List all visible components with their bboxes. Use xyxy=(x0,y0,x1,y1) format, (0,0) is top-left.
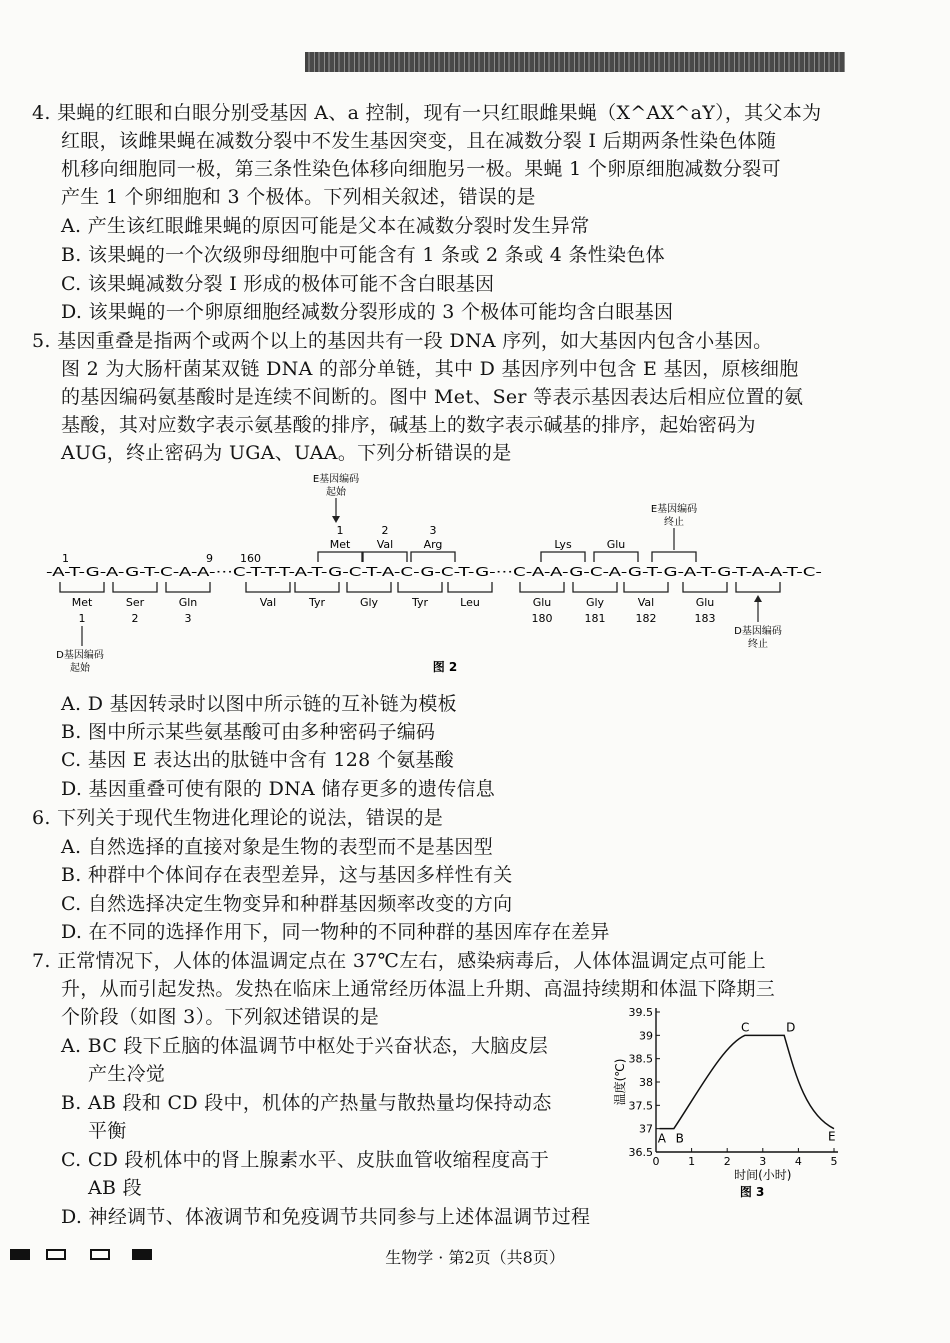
text-line: A. D 基因转录时以图中所示链的互补链为模板 xyxy=(61,693,457,715)
amino-acid-number-top: 2 xyxy=(381,524,389,537)
codon-bracket-bottom xyxy=(60,582,104,592)
y-tick-label: 38.5 xyxy=(628,1052,653,1066)
base-number: 1 xyxy=(62,552,69,565)
y-tick-label: 39.5 xyxy=(628,1006,653,1019)
text-line: AUG，终止密码为 UGA、UAA。下列分析错误的是 xyxy=(61,442,512,464)
text-line: B. AB 段和 CD 段中，机体的产热量与散热量均保持动态 xyxy=(61,1092,552,1114)
amino-acid-bottom: Gln xyxy=(178,596,198,609)
amino-acid-number-top: 1 xyxy=(336,524,344,537)
figure-caption: 图 3 xyxy=(739,1185,765,1199)
amino-acid-top: Arg xyxy=(423,538,443,551)
y-tick-label: 37.5 xyxy=(628,1099,653,1113)
codon-bracket-bottom xyxy=(295,582,339,592)
text-line: 个阶段（如图 3）。下列叙述错误的是 xyxy=(61,1006,380,1028)
text-line: B. 图中所示某些氨基酸可由多种密码子编码 xyxy=(61,721,436,743)
codon-bracket-bottom xyxy=(398,582,442,592)
text-line: 4. 果蝇的红眼和白眼分别受基因 A、a 控制，现有一只红眼雌果蝇（X^AX^aY），其父本为 xyxy=(32,102,822,124)
x-tick-label: 5 xyxy=(830,1155,838,1168)
codon-bracket-bottom xyxy=(448,582,492,592)
codon-bracket-top xyxy=(594,552,638,562)
codon-bracket-top xyxy=(541,552,585,562)
amino-acid-bottom: Ser xyxy=(125,596,145,609)
y-tick-label: 36.5 xyxy=(628,1146,653,1159)
text-line: 图 2 为大肠杆菌某双链 DNA 的部分单链，其中 D 基因序列中包含 E 基因，原核细胞 xyxy=(61,358,799,380)
header-barcode-strip xyxy=(305,52,845,72)
base-number: 160 xyxy=(240,552,261,565)
d-gene-start-label: D基因编码 xyxy=(56,650,104,661)
e-gene-start-label: E基因编码 xyxy=(312,474,360,485)
codon-bracket-bottom xyxy=(246,582,290,592)
amino-acid-number-top: 3 xyxy=(429,524,437,537)
text-line: 升，从而引起发热。发热在临床上通常经历体温上升期、高温持续期和体温下降期三 xyxy=(61,978,776,1000)
text-line: 产生冷觉 xyxy=(88,1063,166,1085)
amino-acid-bottom: Val xyxy=(259,596,277,609)
amino-acid-top: Lys xyxy=(554,538,572,551)
text-line: 基酸，其对应数字表示氨基酸的排序，碱基上的数字表示碱基的排序，起始密码为 xyxy=(61,414,756,436)
text-line: D. 该果蝇的一个卵原细胞经减数分裂形成的 3 个极体可能均含白眼基因 xyxy=(61,301,674,323)
x-tick-label: 2 xyxy=(723,1155,731,1168)
text-line: A. 产生该红眼雌果蝇的原因可能是父本在减数分裂时发生异常 xyxy=(61,215,590,237)
text-line: 机移向细胞同一极，第三条性染色体移向细胞另一极。果蝇 1 个卵原细胞减数分裂可 xyxy=(61,158,781,180)
text-line: 平衡 xyxy=(88,1120,127,1142)
x-tick-label: 4 xyxy=(794,1155,802,1168)
text-line: D. 基因重叠可使有限的 DNA 储存更多的遗传信息 xyxy=(61,778,496,800)
temperature-curve xyxy=(660,1035,834,1128)
amino-acid-number-bottom: 181 xyxy=(584,612,606,625)
codon-bracket-bottom xyxy=(166,582,210,592)
e-gene-start-label: 起始 xyxy=(326,487,346,498)
amino-acid-number-bottom: 1 xyxy=(78,612,86,625)
text-line: C. 基因 E 表达出的肽链中含有 128 个氨基酸 xyxy=(61,749,455,771)
amino-acid-number-bottom: 3 xyxy=(184,612,192,625)
text-line: C. CD 段机体中的肾上腺素水平、皮肤血管收缩程度高于 xyxy=(61,1149,550,1171)
amino-acid-number-bottom: 180 xyxy=(531,612,553,625)
amino-acid-number-bottom: 182 xyxy=(635,612,657,625)
x-tick-label: 1 xyxy=(688,1155,696,1168)
text-line: C. 该果蝇减数分裂 I 形成的极体可能不含白眼基因 xyxy=(61,273,495,295)
d-gene-start-label: 起始 xyxy=(70,663,90,674)
curve-point-label: B xyxy=(675,1131,684,1146)
amino-acid-bottom: Glu xyxy=(695,596,715,609)
page-footer: 生物学 · 第2页（共8页） xyxy=(385,1248,565,1267)
text-line: 5. 基因重叠是指两个或两个以上的基因共有一段 DNA 序列，如大基因内包含小基因。 xyxy=(32,330,773,352)
text-line: B. 该果蝇的一个次级卵母细胞中可能含有 1 条或 2 条或 4 条性染色体 xyxy=(61,244,665,266)
figure-caption: 图 2 xyxy=(432,660,458,674)
x-tick-label: 0 xyxy=(652,1155,660,1168)
d-gene-end-label: D基因编码 xyxy=(734,626,782,637)
x-tick-label: 3 xyxy=(759,1155,767,1168)
amino-acid-bottom: Gly xyxy=(359,596,379,609)
arrow-head xyxy=(332,516,340,523)
amino-acid-top: Met xyxy=(329,538,351,551)
base-number: 9 xyxy=(206,552,213,565)
stop-codon-bracket xyxy=(652,552,696,562)
figure-2-dna-sequence xyxy=(40,470,840,685)
codon-bracket-top xyxy=(318,552,362,562)
y-axis-label: 温度(℃) xyxy=(613,1058,627,1106)
text-line: 7. 正常情况下，人体的体温调定点在 37℃左右，感染病毒后，人体体温调定点可能上 xyxy=(32,950,766,972)
amino-acid-number-bottom: 183 xyxy=(694,612,716,625)
amino-acid-top: Val xyxy=(376,538,394,551)
text-line: C. 自然选择决定生物变异和种群基因频率改变的方向 xyxy=(61,893,513,915)
codon-bracket-bottom xyxy=(520,582,564,592)
codon-bracket-bottom xyxy=(624,582,668,592)
text-line: A. 自然选择的直接对象是生物的表型而不是基因型 xyxy=(61,836,494,858)
amino-acid-bottom: Val xyxy=(637,596,655,609)
y-tick-label: 38 xyxy=(639,1076,653,1089)
arrow-head xyxy=(754,595,762,602)
amino-acid-bottom: Tyr xyxy=(308,596,326,609)
text-line: 的基因编码氨基酸时是连续不间断的。图中 Met、Ser 等表示基因表达后相应位置的氨 xyxy=(61,386,804,408)
codon-bracket-bottom xyxy=(573,582,617,592)
codon-bracket-bottom xyxy=(347,582,391,592)
codon-bracket-top xyxy=(363,552,407,562)
curve-point-label: A xyxy=(657,1131,666,1146)
amino-acid-number-bottom: 2 xyxy=(131,612,139,625)
curve-point-label: E xyxy=(828,1129,836,1144)
codon-bracket-bottom xyxy=(683,582,727,592)
y-tick-label: 39 xyxy=(639,1029,653,1043)
text-line: 6. 下列关于现代生物进化理论的说法，错误的是 xyxy=(32,807,444,829)
amino-acid-top: Glu xyxy=(606,538,626,551)
text-line: 红眼，该雌果蝇在减数分裂中不发生基因突变，且在减数分裂 I 后期两条性染色体随 xyxy=(61,130,777,152)
e-gene-end-label: 终止 xyxy=(664,517,684,528)
amino-acid-bottom: Leu xyxy=(460,596,480,609)
curve-point-label: C xyxy=(741,1020,750,1035)
amino-acid-bottom: Glu xyxy=(532,596,552,609)
curve-point-label: D xyxy=(786,1020,796,1035)
text-line: 产生 1 个卵细胞和 3 个极体。下列相关叙述，错误的是 xyxy=(61,186,536,208)
amino-acid-bottom: Gly xyxy=(585,596,605,609)
d-stop-codon-bracket xyxy=(736,582,780,592)
e-gene-end-label: E基因编码 xyxy=(650,504,698,515)
text-line: D. 在不同的选择作用下，同一物种的不同种群的基因库存在差异 xyxy=(61,921,610,943)
codon-bracket-top xyxy=(411,552,455,562)
text-line: B. 种群中个体间存在表型差异，这与基因多样性有关 xyxy=(61,864,513,886)
figure-3-temperature-chart xyxy=(612,1004,852,1204)
d-gene-end-label: 终止 xyxy=(748,639,768,650)
dna-sequence: -A-T-G-A-G-T-C-A-A-···C-T-T-T-A-T-G-C-T-A-C-G-C-T-G-···C-A-A-G-C-A-G-T-G-A-T-G-T-A-A-T-C- xyxy=(46,565,822,579)
amino-acid-bottom: Met xyxy=(71,596,93,609)
text-line: A. BC 段下丘脑的体温调节中枢处于兴奋状态，大脑皮层 xyxy=(61,1035,549,1057)
y-tick-label: 37 xyxy=(639,1122,653,1136)
x-axis-label: 时间(小时) xyxy=(734,1168,792,1182)
text-line: D. 神经调节、体液调节和免疫调节共同参与上述体温调节过程 xyxy=(61,1206,591,1228)
codon-bracket-bottom xyxy=(113,582,157,592)
text-line: AB 段 xyxy=(88,1177,142,1199)
amino-acid-bottom: Tyr xyxy=(411,596,429,609)
